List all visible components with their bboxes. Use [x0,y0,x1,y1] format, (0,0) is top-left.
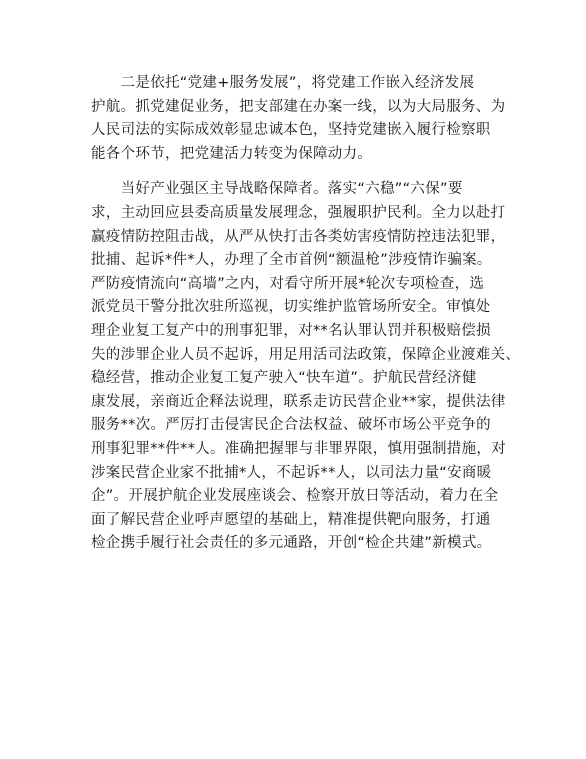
paragraph-spacer [91,166,511,178]
paragraph-industry-guarantee [91,178,521,556]
text-line: 护航。抓党建促业务，把支部建在办案一线，以为大局服务、为 [91,98,506,115]
text-line: 服务**次。严厉打击侵害民企合法权益、破坏市场公平竞争的 [91,417,491,434]
text-line: 检企携手履行社会责任的多元通路，开创“检企共建”新模式。 [91,535,492,552]
text-line: 涉案民营企业家不批捕*人，不起诉**人，以司法力量“安商暖 [91,464,492,481]
text-line: 能各个环节，把党建活力转变为保障动力。 [91,145,373,162]
text-line: 当好产业强区主导战略保障者。落实“六稳”“六保”要 [91,181,463,198]
text-line: 严防疫情流向“高墙”之内，对看守所开展*轮次专项检查，选 [91,275,485,292]
text-line: 批捕、起诉*件*人，办理了全市首例“额温枪”涉疫情诈骗案。 [91,252,492,269]
paragraph-party-building [91,72,511,166]
text-line: 稳经营，推动企业复工复产驶入“快车道”。护航民营经济健 [91,370,477,387]
text-line: 派党员干警分批次驻所巡视，切实维护监管场所安全。审慎处 [91,299,491,316]
text-line: 赢疫情防控阻击战，从严从快打击各类妨害疫情防控违法犯罪， [91,228,506,245]
text-line: 理企业复工复产中的刑事犯罪，对**名认罪认罚并积极赔偿损 [91,322,491,339]
text-line: 面了解民营企业呼声愿望的基础上，精准提供靶向服务，打通 [91,511,491,528]
document-body [91,72,521,556]
text-line: 二是依托“党建+服务发展”，将党建工作嵌入经济发展 [91,75,475,91]
text-line: 刑事犯罪**件**人。准确把握罪与非罪界限，慎用强制措施，对 [91,440,506,457]
text-line: 求，主动回应县委高质量发展理念，强履职护民利。全力以赴打 [91,204,506,221]
text-line: 人民司法的实际成效彰显忠诚本色，坚持党建嵌入履行检察职 [91,122,491,139]
text-line: 企”。开展护航企业发展座谈会、检察开放日等活动，着力在全 [91,488,499,505]
text-line: 康发展，亲商近企释法说理，联系走访民营企业**家，提供法律 [91,393,506,410]
text-line: 失的涉罪企业人员不起诉，用足用活司法政策，保障企业渡难关、 [91,346,521,363]
